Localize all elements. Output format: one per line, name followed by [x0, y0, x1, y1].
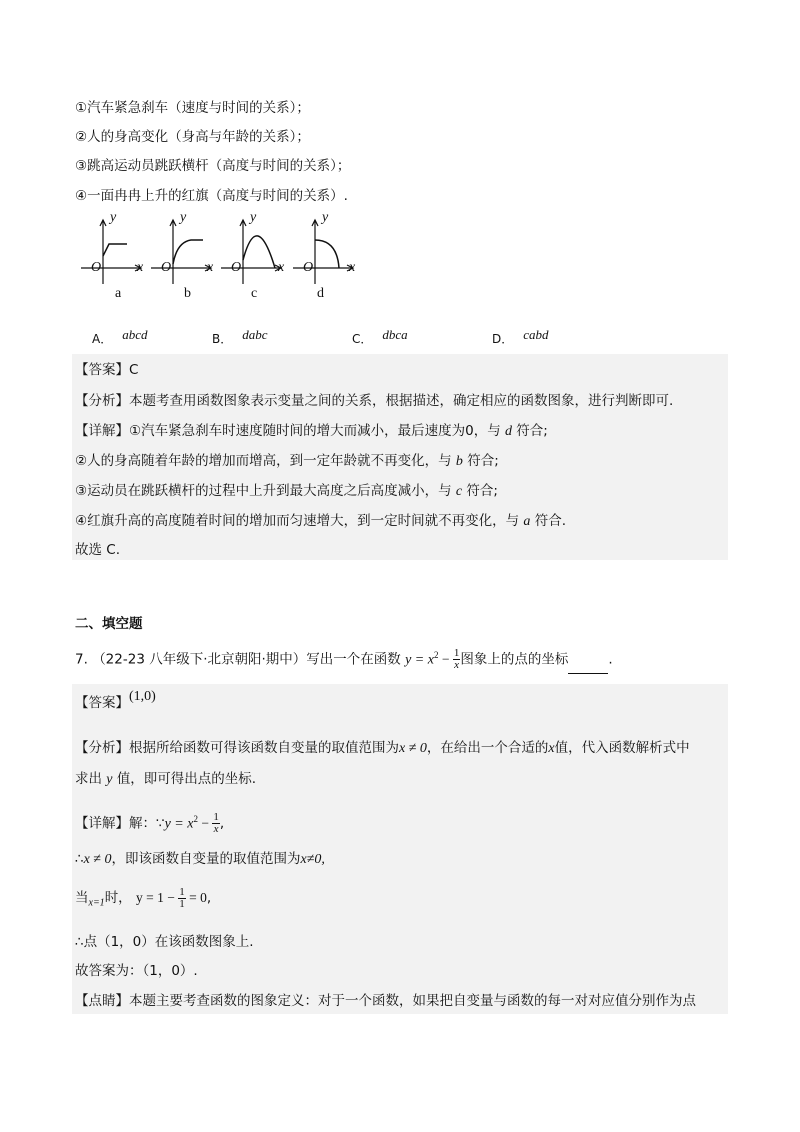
option-value: abcd	[122, 327, 148, 342]
graph-b-x-label: x	[207, 260, 214, 275]
graph-c	[221, 220, 281, 284]
q7-analysis-1: 【分析】根据所给函数可得该函数自变量的取值范围为x ≠ 0，在给出一个合适的x值，代入函数解析式中	[75, 740, 690, 756]
graph-b-y-label: y	[180, 210, 187, 225]
graph-b	[151, 220, 214, 284]
q7-detail-4: ∴点（1，0）在该函数图象上.	[75, 934, 254, 950]
q7-detail-3: 当$_{x=1}$时， y = 1 − $\frac{1}{1}$ = 0,	[75, 885, 212, 910]
graph-c-caption: c	[251, 286, 258, 301]
graph-b-origin: O	[161, 260, 172, 275]
section-heading: 二、填空题	[75, 616, 143, 632]
graph-d	[293, 220, 356, 284]
graph-c-origin: O	[231, 260, 242, 275]
option-value: cabd	[523, 327, 549, 342]
q7-detail-1: 【详解】解：∵y = $x^2$ − $\frac{1}{x}$ ,	[75, 811, 225, 835]
option-letter: A．	[92, 332, 113, 346]
graph-d-origin: O	[303, 260, 314, 275]
option-b[interactable]	[212, 327, 268, 347]
graph-a-caption: a	[115, 286, 122, 301]
q7-detail-5: 故答案为：（1，0）.	[75, 963, 198, 979]
q7-answer: 【答案】(1,0)	[75, 689, 156, 711]
option-letter: B．	[212, 332, 233, 346]
q6-detail-2: ②人的身高随着年龄的增加而增高，到一定年龄就不再变化，与 b 符合;	[75, 453, 499, 469]
q6-analysis: 【分析】本题考查用函数图象表示变量之间的关系，根据描述，确定相应的函数图象，进行判断即可.	[75, 393, 674, 409]
statement-4: ④一面冉冉上升的红旗（高度与时间的关系）.	[75, 188, 348, 204]
graph-d-y-label: y	[322, 210, 329, 225]
graph-d-x-label: x	[349, 260, 356, 275]
q7-detail-2: ∴x ≠ 0，即该函数自变量的取值范围为x≠0,	[75, 851, 325, 867]
option-a[interactable]	[92, 327, 148, 347]
q6-detail-4: ④红旗升高的高度随着时间的增加而匀速增大，到一定时间就不再变化，与 a 符合.	[75, 513, 566, 529]
option-letter: D．	[492, 332, 514, 346]
answer-blank[interactable]	[568, 659, 608, 674]
statement-1: ①汽车紧急刹车（速度与时间的关系）；	[75, 100, 310, 116]
q7-comment: 【点睛】本题主要考查函数的图象定义：对于一个函数，如果把自变量与函数的每一对对应值分别作为点	[75, 993, 696, 1009]
graph-b-caption: b	[184, 286, 191, 301]
graph-a-x-label: x	[137, 260, 144, 275]
graph-a-origin: O	[91, 260, 102, 275]
option-letter: C．	[352, 332, 373, 346]
q6-conclusion: 故选 C.	[75, 542, 121, 558]
q6-detail-1: 【详解】①汽车紧急刹车时速度随时间的增大而减小，最后速度为0，与 d 符合;	[75, 423, 548, 439]
q7-analysis-2: 求出 y 值，即可得出点的坐标.	[75, 771, 257, 787]
graph-c-y-label: y	[250, 210, 257, 225]
q7-stem: 7. （22-23 八年级下·北京朝阳·期中）写出一个在函数 $y = x^2$ − $\frac{1}{x}$ 图象上的点的坐标 .	[75, 642, 613, 674]
option-d[interactable]	[492, 327, 549, 347]
option-value: dabc	[242, 327, 268, 342]
q6-answer: 【答案】C	[75, 362, 139, 378]
statement-3: ③跳高运动员跳跃横杆（高度与时间的关系）；	[75, 158, 351, 174]
graph-a-y-label: y	[110, 210, 117, 225]
graph-c-x-label: x	[278, 260, 285, 275]
option-value: dbca	[382, 327, 408, 342]
graph-a	[81, 220, 144, 284]
q6-detail-3: ③运动员在跳跃横杆的过程中上升到最大高度之后高度减小，与 c 符合;	[75, 483, 498, 499]
option-c[interactable]	[352, 327, 408, 347]
statement-2: ②人的身高变化（身高与年龄的关系）；	[75, 129, 310, 145]
graph-d-caption: d	[317, 286, 324, 301]
